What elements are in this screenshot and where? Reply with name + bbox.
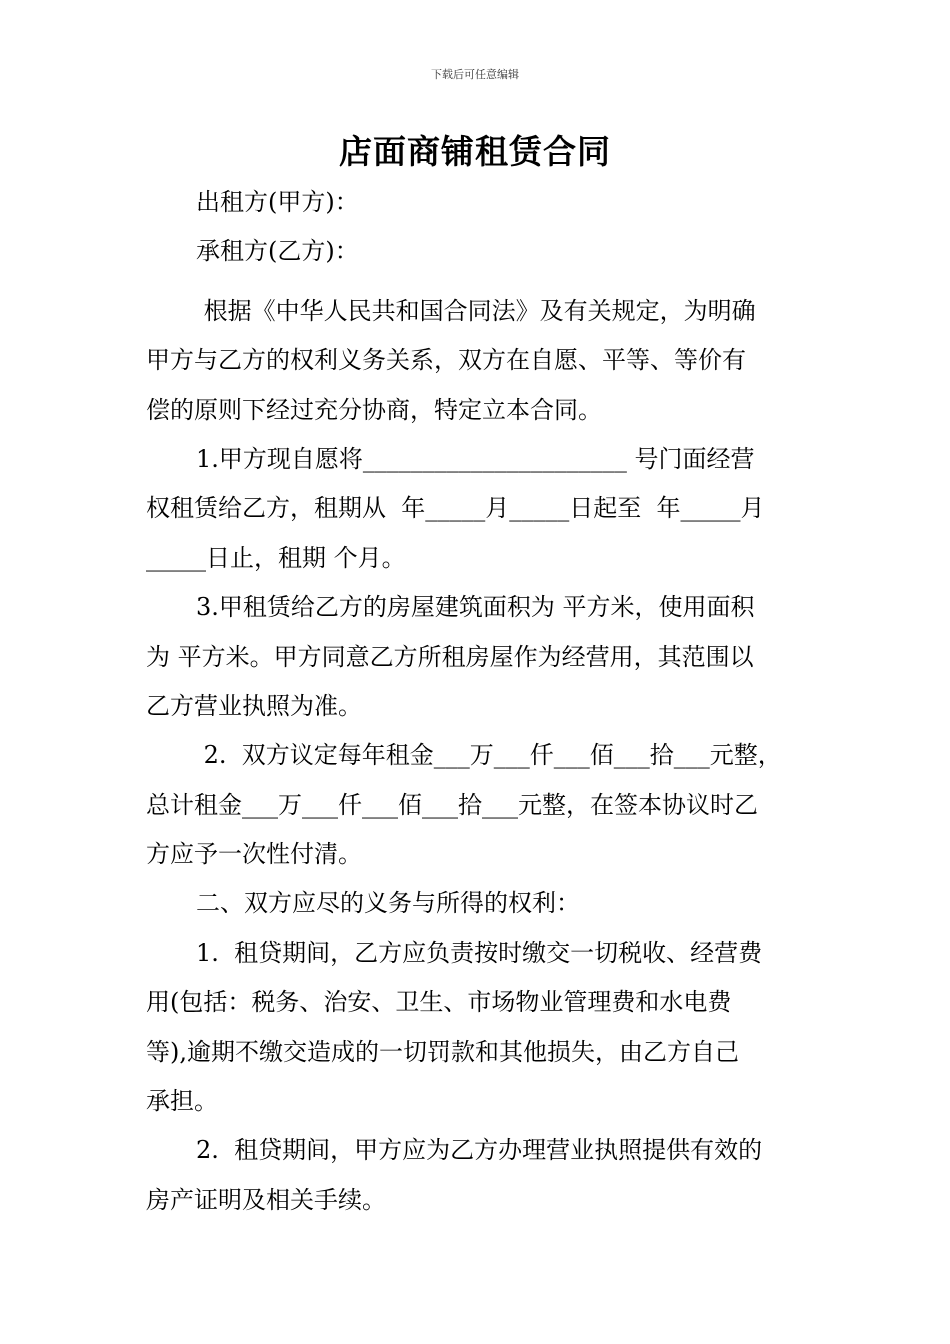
clause-2-line-3: 方应予一次性付清。 [146,840,362,869]
duty-1-line-2: 用(包括：税务、治安、卫生、市场物业管理费和水电费 [146,988,732,1017]
duty-2-line-1: 2. 租贷期间，甲方应为乙方办理营业执照提供有效的 [196,1136,763,1165]
clause-2-line-2: 总计租金___万___仟___佰___拾___元整，在签本协议时乙 [146,790,758,819]
duty-1-line-3: 等),逾期不缴交造成的一切罚款和其他损失，由乙方自己 [146,1037,739,1066]
duty-2-line-2: 房产证明及相关手续。 [146,1185,386,1214]
lessee-line: 承租方(乙方)： [196,237,359,266]
clause-1-line-2: 权租赁给乙方，租期从 年_____月_____日起至 年_____月 [146,494,765,523]
clause-3-line-1: 3.甲租赁给乙方的房屋建筑面积为 平方米，使用面积 [196,593,755,622]
clause-1-line-1: 1.甲方现自愿将______________________ 号门面经营 [196,444,755,473]
intro-line-2: 甲方与乙方的权利义务关系，双方在自愿、平等、等价有 [146,346,746,375]
section-2-heading: 二、双方应尽的义务与所得的权利： [196,889,580,918]
lessor-line: 出租方(甲方)： [196,188,359,216]
contract-body [146,178,806,1225]
clause-2-line-1: 2. 双方议定每年租金___万___仟___佰___拾___元整， [196,741,782,770]
spacer [146,277,806,287]
clause-3-line-3: 乙方营业执照为准。 [146,691,362,720]
intro-line-3: 偿的原则下经过充分协商，特定立本合同。 [146,395,602,424]
intro-line-1: 根据《中华人民共和国合同法》及有关规定，为明确 [196,296,756,325]
duty-1-line-1: 1. 租贷期间，乙方应负责按时缴交一切税收、经营费 [196,938,763,967]
clause-1-line-3: _____日止，租期 个月。 [146,543,406,572]
duty-1-line-4: 承担。 [146,1087,218,1116]
clause-3-line-2: 为 平方米。甲方同意乙方所租房屋作为经营用，其范围以 [146,642,754,671]
document-title: 店面商铺租赁合同 [339,132,611,171]
header-note: 下载后可任意编辑 [431,68,519,81]
